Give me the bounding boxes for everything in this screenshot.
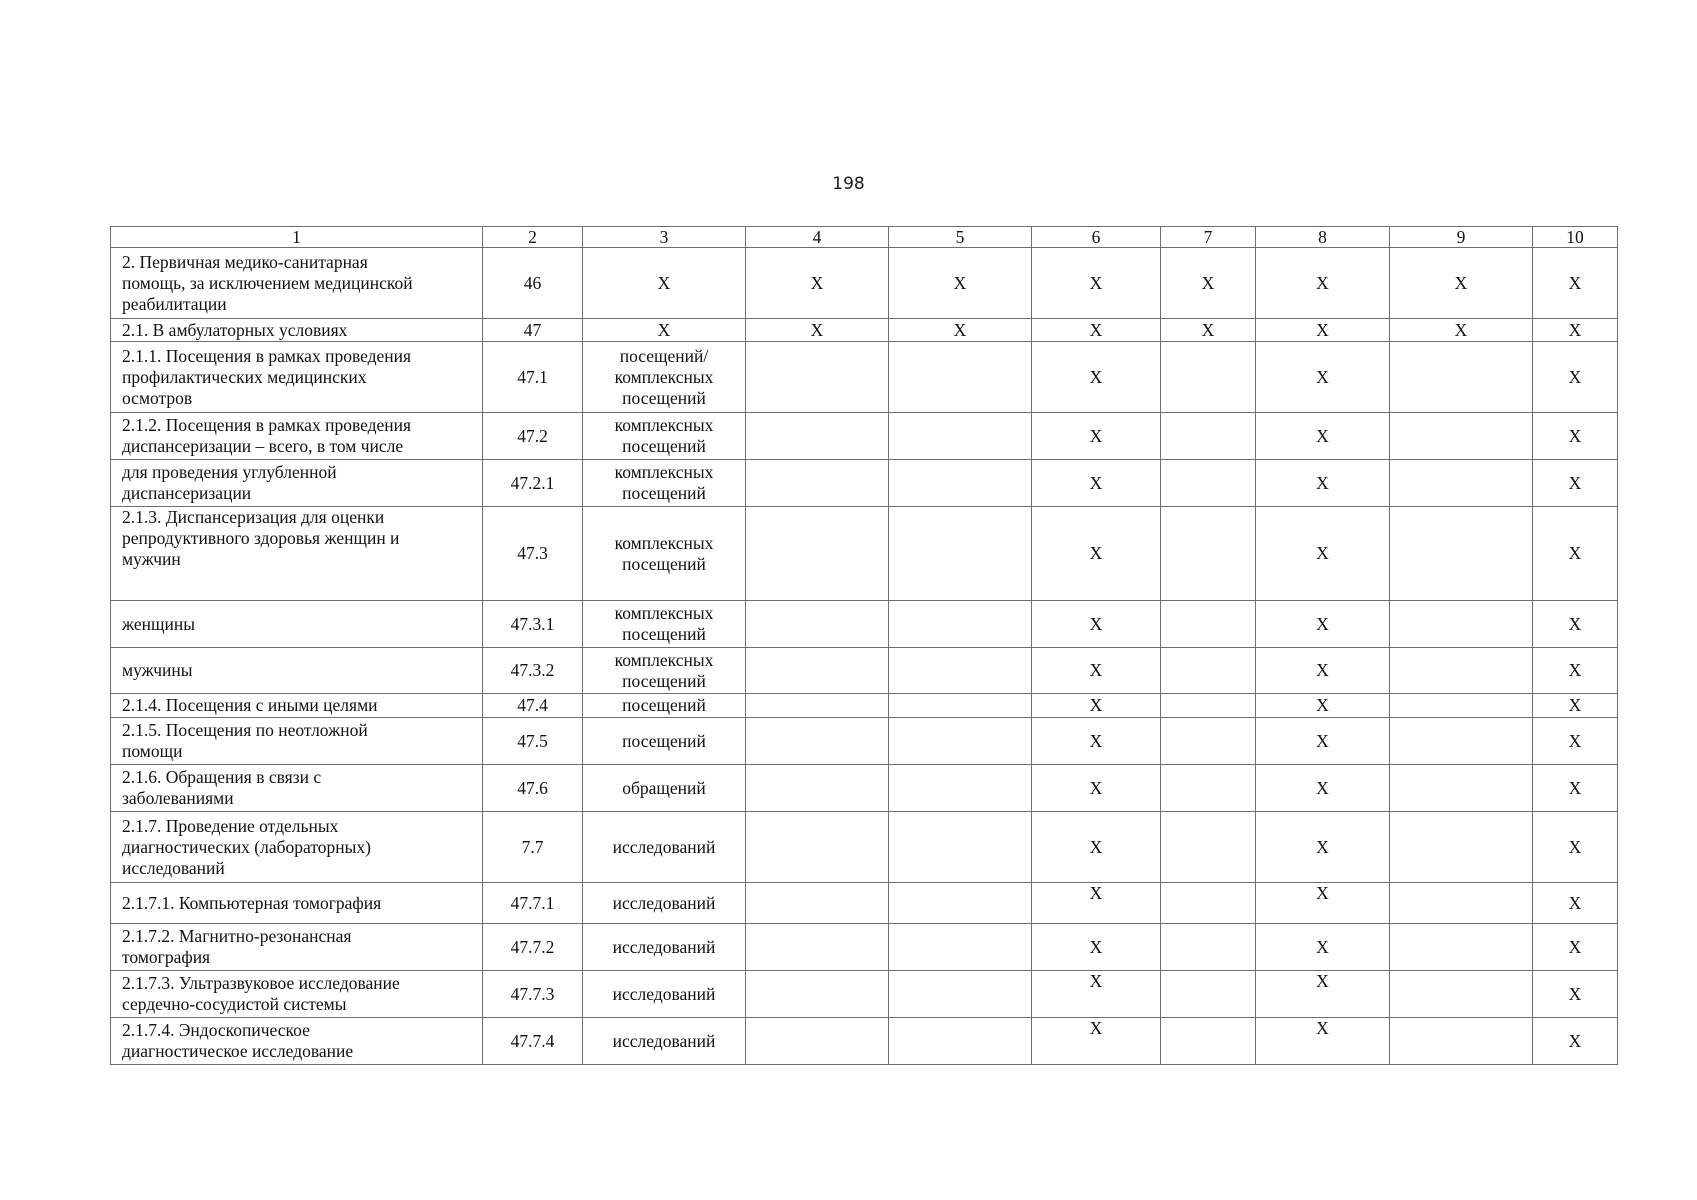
cell-text-line: помощь, за исключением медицинской xyxy=(122,272,413,293)
row-name-cell xyxy=(111,342,483,413)
cell-text-line: реабилитации xyxy=(122,293,227,314)
table-row xyxy=(111,342,1618,413)
cell-text-line: исследований xyxy=(612,1030,716,1051)
unit-cell xyxy=(583,601,746,648)
value-cell-c5: X xyxy=(889,319,1032,342)
table-row xyxy=(111,319,1618,342)
value-cell-c5 xyxy=(889,812,1032,883)
cell-text-line: женщины xyxy=(122,613,195,634)
value-cell-c5 xyxy=(889,924,1032,971)
value-cell-c5 xyxy=(889,342,1032,413)
cell-text-line: обращений xyxy=(622,777,706,798)
value-cell-c9: X xyxy=(1390,319,1533,342)
value-cell-c7: X xyxy=(1161,248,1256,319)
row-name-cell xyxy=(111,812,483,883)
value-cell-c8: X xyxy=(1256,648,1390,694)
row-code-cell: 47 xyxy=(483,319,583,342)
cell-text-line: 2.1.7.2. Магнитно-резонансная xyxy=(122,926,352,946)
value-cell-c8: X xyxy=(1256,765,1390,812)
value-cell-c4 xyxy=(746,694,889,718)
value-cell-c4 xyxy=(746,342,889,413)
table-row xyxy=(111,694,1618,718)
unit-cell xyxy=(583,694,746,718)
cell-text-line: диспансеризации – всего, в том числе xyxy=(122,436,404,456)
column-header: 3 xyxy=(583,227,746,248)
value-cell-c4 xyxy=(746,812,889,883)
value-cell-c7: X xyxy=(1161,319,1256,342)
cell-text-line: 2.1.7.1. Компьютерная томография xyxy=(122,892,382,913)
value-cell-c7 xyxy=(1161,765,1256,812)
cell-text-line: посещений xyxy=(622,387,706,408)
value-cell-c6: X xyxy=(1032,883,1161,924)
value-cell-c8: X xyxy=(1256,601,1390,648)
value-cell-c10: X xyxy=(1533,1018,1618,1065)
value-cell-c9 xyxy=(1390,718,1533,765)
row-name-cell xyxy=(111,460,483,507)
column-header: 8 xyxy=(1256,227,1390,248)
row-name-cell xyxy=(111,319,483,342)
value-cell-c5 xyxy=(889,971,1032,1018)
cell-text-line: посещений xyxy=(622,483,706,503)
table-row xyxy=(111,507,1618,601)
row-name-cell xyxy=(111,971,483,1018)
unit-cell xyxy=(583,924,746,971)
value-cell-c9 xyxy=(1390,648,1533,694)
value-cell-c6: X xyxy=(1032,694,1161,718)
value-cell-c10: X xyxy=(1533,460,1618,507)
row-code-cell: 47.2 xyxy=(483,413,583,460)
value-cell-c5 xyxy=(889,765,1032,812)
value-cell-c4 xyxy=(746,765,889,812)
column-header: 1 xyxy=(111,227,483,248)
value-cell-c5 xyxy=(889,648,1032,694)
value-cell-c4 xyxy=(746,971,889,1018)
table-row xyxy=(111,971,1618,1018)
value-cell-c7 xyxy=(1161,718,1256,765)
value-cell-c9 xyxy=(1390,460,1533,507)
value-cell-c8: X xyxy=(1256,413,1390,460)
table-body xyxy=(111,227,1618,1065)
page-number: 198 xyxy=(832,174,865,194)
row-code-cell: 47.2.1 xyxy=(483,460,583,507)
value-cell-c4: X xyxy=(746,248,889,319)
value-cell-c10: X xyxy=(1533,507,1618,601)
value-cell-c7 xyxy=(1161,507,1256,601)
value-cell-c10: X xyxy=(1533,601,1618,648)
cell-text-line: X xyxy=(657,272,671,293)
unit-cell xyxy=(583,883,746,924)
value-cell-c9 xyxy=(1390,812,1533,883)
value-cell-c10: X xyxy=(1533,413,1618,460)
cell-text-line: посещений/ xyxy=(619,345,709,366)
cell-text-line: посещений xyxy=(622,436,706,456)
value-cell-c4 xyxy=(746,460,889,507)
row-code-cell: 47.7.1 xyxy=(483,883,583,924)
value-cell-c6: X xyxy=(1032,765,1161,812)
value-cell-c8: X xyxy=(1256,718,1390,765)
value-cell-c9 xyxy=(1390,694,1533,718)
cell-text-line: исследований xyxy=(612,892,716,913)
value-cell-c6: X xyxy=(1032,718,1161,765)
table-header-row xyxy=(111,227,1618,248)
document-table-container xyxy=(110,226,1617,1065)
unit-cell xyxy=(583,718,746,765)
row-code-cell: 47.5 xyxy=(483,718,583,765)
row-name-cell xyxy=(111,718,483,765)
row-code-cell: 47.7.2 xyxy=(483,924,583,971)
value-cell-c10: X xyxy=(1533,648,1618,694)
value-cell-c8: X xyxy=(1256,507,1390,601)
value-cell-c7 xyxy=(1161,971,1256,1018)
cell-text-line: комплексных xyxy=(614,532,714,553)
cell-text-line: томография xyxy=(122,947,211,967)
row-code-cell: 47.3 xyxy=(483,507,583,601)
cell-text-line: мужчины xyxy=(122,660,193,680)
value-cell-c5 xyxy=(889,507,1032,601)
value-cell-c7 xyxy=(1161,1018,1256,1065)
cell-text-line: посещений xyxy=(622,730,706,751)
value-cell-c9 xyxy=(1390,971,1533,1018)
value-cell-c6: X xyxy=(1032,319,1161,342)
cell-text-line: комплексных xyxy=(614,415,714,435)
cell-text-line: посещений xyxy=(622,553,706,574)
cell-text-line: X xyxy=(657,319,671,340)
cell-text-line: для проведения углубленной xyxy=(122,462,337,482)
cell-text-line: исследований xyxy=(612,836,716,857)
table-row xyxy=(111,601,1618,648)
cell-text-line: 2.1.3. Диспансеризация для оценки xyxy=(122,507,385,527)
table-row xyxy=(111,924,1618,971)
value-cell-c7 xyxy=(1161,460,1256,507)
value-cell-c10: X xyxy=(1533,248,1618,319)
row-code-cell: 47.3.2 xyxy=(483,648,583,694)
value-cell-c5 xyxy=(889,413,1032,460)
value-cell-c6: X xyxy=(1032,648,1161,694)
column-header: 6 xyxy=(1032,227,1161,248)
cell-text-line: сердечно-сосудистой системы xyxy=(122,994,347,1014)
table-row xyxy=(111,248,1618,319)
row-name-cell xyxy=(111,765,483,812)
column-header: 4 xyxy=(746,227,889,248)
unit-cell xyxy=(583,812,746,883)
cell-text-line: 2.1.7.4. Эндоскопическое xyxy=(122,1020,310,1040)
value-cell-c8: X xyxy=(1256,971,1390,1018)
value-cell-c7 xyxy=(1161,342,1256,413)
table-row xyxy=(111,883,1618,924)
value-cell-c8: X xyxy=(1256,883,1390,924)
cell-text-line: диагностических (лабораторных) xyxy=(122,836,371,857)
value-cell-c7 xyxy=(1161,413,1256,460)
cell-text-line: 2.1.7. Проведение отдельных xyxy=(122,815,339,836)
row-name-cell xyxy=(111,601,483,648)
value-cell-c7 xyxy=(1161,601,1256,648)
value-cell-c9 xyxy=(1390,765,1533,812)
row-name-cell xyxy=(111,413,483,460)
row-code-cell: 47.7.4 xyxy=(483,1018,583,1065)
unit-cell xyxy=(583,971,746,1018)
row-name-cell xyxy=(111,924,483,971)
value-cell-c6: X xyxy=(1032,1018,1161,1065)
value-cell-c5 xyxy=(889,694,1032,718)
unit-cell xyxy=(583,507,746,601)
cell-text-line: 2.1.2. Посещения в рамках проведения xyxy=(122,415,412,435)
table-row xyxy=(111,1018,1618,1065)
cell-text-line: 2. Первичная медико-санитарная xyxy=(122,251,368,272)
value-cell-c4 xyxy=(746,1018,889,1065)
row-code-cell: 47.6 xyxy=(483,765,583,812)
cell-text-line: комплексных xyxy=(614,462,714,482)
cell-text-line: посещений xyxy=(622,624,706,644)
unit-cell xyxy=(583,413,746,460)
value-cell-c9 xyxy=(1390,883,1533,924)
table-row xyxy=(111,460,1618,507)
unit-cell xyxy=(583,1018,746,1065)
cell-text-line: исследований xyxy=(122,857,225,878)
row-code-cell: 47.4 xyxy=(483,694,583,718)
value-cell-c4 xyxy=(746,648,889,694)
cell-text-line: 2.1.6. Обращения в связи с xyxy=(122,767,322,787)
value-cell-c7 xyxy=(1161,694,1256,718)
cell-text-line: диагностическое исследование xyxy=(122,1041,354,1061)
row-code-cell: 47.1 xyxy=(483,342,583,413)
value-cell-c7 xyxy=(1161,924,1256,971)
cell-text-line: комплексных xyxy=(614,649,714,670)
value-cell-c8: X xyxy=(1256,460,1390,507)
cell-text-line: репродуктивного здоровья женщин и xyxy=(122,528,400,548)
table-row xyxy=(111,413,1618,460)
value-cell-c8: X xyxy=(1256,812,1390,883)
cell-text-line: посещений xyxy=(622,670,706,691)
data-table xyxy=(110,226,1618,1065)
value-cell-c10: X xyxy=(1533,718,1618,765)
cell-text-line: 2.1.1. Посещения в рамках проведения xyxy=(122,345,412,366)
value-cell-c8: X xyxy=(1256,319,1390,342)
unit-cell xyxy=(583,460,746,507)
table-row xyxy=(111,765,1618,812)
cell-text-line: мужчин xyxy=(122,549,181,569)
cell-text-line: заболеваниями xyxy=(122,788,234,808)
value-cell-c5 xyxy=(889,1018,1032,1065)
row-name-cell xyxy=(111,1018,483,1065)
value-cell-c9 xyxy=(1390,413,1533,460)
row-name-cell xyxy=(111,507,483,601)
row-code-cell: 47.7.3 xyxy=(483,971,583,1018)
cell-text-line: 2.1. В амбулаторных условиях xyxy=(122,319,348,340)
row-name-cell xyxy=(111,248,483,319)
value-cell-c8: X xyxy=(1256,1018,1390,1065)
table-row xyxy=(111,648,1618,694)
value-cell-c8: X xyxy=(1256,248,1390,319)
value-cell-c4 xyxy=(746,413,889,460)
row-code-cell: 7.7 xyxy=(483,812,583,883)
row-name-cell xyxy=(111,883,483,924)
column-header: 2 xyxy=(483,227,583,248)
table-row xyxy=(111,812,1618,883)
value-cell-c4 xyxy=(746,601,889,648)
value-cell-c5 xyxy=(889,460,1032,507)
cell-text-line: 2.1.5. Посещения по неотложной xyxy=(122,720,368,740)
value-cell-c6: X xyxy=(1032,601,1161,648)
value-cell-c4 xyxy=(746,924,889,971)
column-header: 5 xyxy=(889,227,1032,248)
unit-cell xyxy=(583,765,746,812)
cell-text-line: исследований xyxy=(612,983,716,1004)
cell-text-line: диспансеризации xyxy=(122,483,252,503)
value-cell-c4 xyxy=(746,883,889,924)
unit-cell xyxy=(583,648,746,694)
value-cell-c6: X xyxy=(1032,507,1161,601)
row-name-cell xyxy=(111,694,483,718)
value-cell-c6: X xyxy=(1032,812,1161,883)
value-cell-c4 xyxy=(746,718,889,765)
value-cell-c10: X xyxy=(1533,924,1618,971)
cell-text-line: осмотров xyxy=(122,387,193,408)
row-code-cell: 47.3.1 xyxy=(483,601,583,648)
value-cell-c5 xyxy=(889,718,1032,765)
value-cell-c4 xyxy=(746,507,889,601)
cell-text-line: профилактических медицинских xyxy=(122,366,367,387)
cell-text-line: комплексных xyxy=(614,603,714,623)
value-cell-c9 xyxy=(1390,924,1533,971)
cell-text-line: исследований xyxy=(612,936,716,957)
value-cell-c6: X xyxy=(1032,248,1161,319)
value-cell-c9 xyxy=(1390,507,1533,601)
value-cell-c6: X xyxy=(1032,460,1161,507)
value-cell-c7 xyxy=(1161,883,1256,924)
value-cell-c10: X xyxy=(1533,812,1618,883)
cell-text-line: 2.1.4. Посещения с иными целями xyxy=(122,695,378,715)
column-header: 9 xyxy=(1390,227,1533,248)
value-cell-c10: X xyxy=(1533,319,1618,342)
cell-text-line: 2.1.7.3. Ультразвуковое исследование xyxy=(122,973,400,993)
value-cell-c6: X xyxy=(1032,413,1161,460)
unit-cell xyxy=(583,342,746,413)
value-cell-c8: X xyxy=(1256,924,1390,971)
unit-cell xyxy=(583,248,746,319)
value-cell-c9 xyxy=(1390,1018,1533,1065)
value-cell-c8: X xyxy=(1256,342,1390,413)
column-header: 7 xyxy=(1161,227,1256,248)
value-cell-c8: X xyxy=(1256,694,1390,718)
value-cell-c5 xyxy=(889,601,1032,648)
value-cell-c5: X xyxy=(889,248,1032,319)
cell-text-line: помощи xyxy=(122,741,183,761)
value-cell-c10: X xyxy=(1533,765,1618,812)
value-cell-c6: X xyxy=(1032,924,1161,971)
cell-text-line: комплексных xyxy=(614,366,714,387)
row-code-cell: 46 xyxy=(483,248,583,319)
value-cell-c10: X xyxy=(1533,883,1618,924)
value-cell-c4: X xyxy=(746,319,889,342)
cell-text-line: посещений xyxy=(622,695,706,715)
value-cell-c7 xyxy=(1161,648,1256,694)
value-cell-c9 xyxy=(1390,342,1533,413)
value-cell-c7 xyxy=(1161,812,1256,883)
value-cell-c10: X xyxy=(1533,342,1618,413)
value-cell-c9: X xyxy=(1390,248,1533,319)
value-cell-c6: X xyxy=(1032,971,1161,1018)
row-name-cell xyxy=(111,648,483,694)
value-cell-c10: X xyxy=(1533,971,1618,1018)
value-cell-c10: X xyxy=(1533,694,1618,718)
column-header: 10 xyxy=(1533,227,1618,248)
unit-cell xyxy=(583,319,746,342)
value-cell-c5 xyxy=(889,883,1032,924)
table-row xyxy=(111,718,1618,765)
value-cell-c9 xyxy=(1390,601,1533,648)
value-cell-c6: X xyxy=(1032,342,1161,413)
